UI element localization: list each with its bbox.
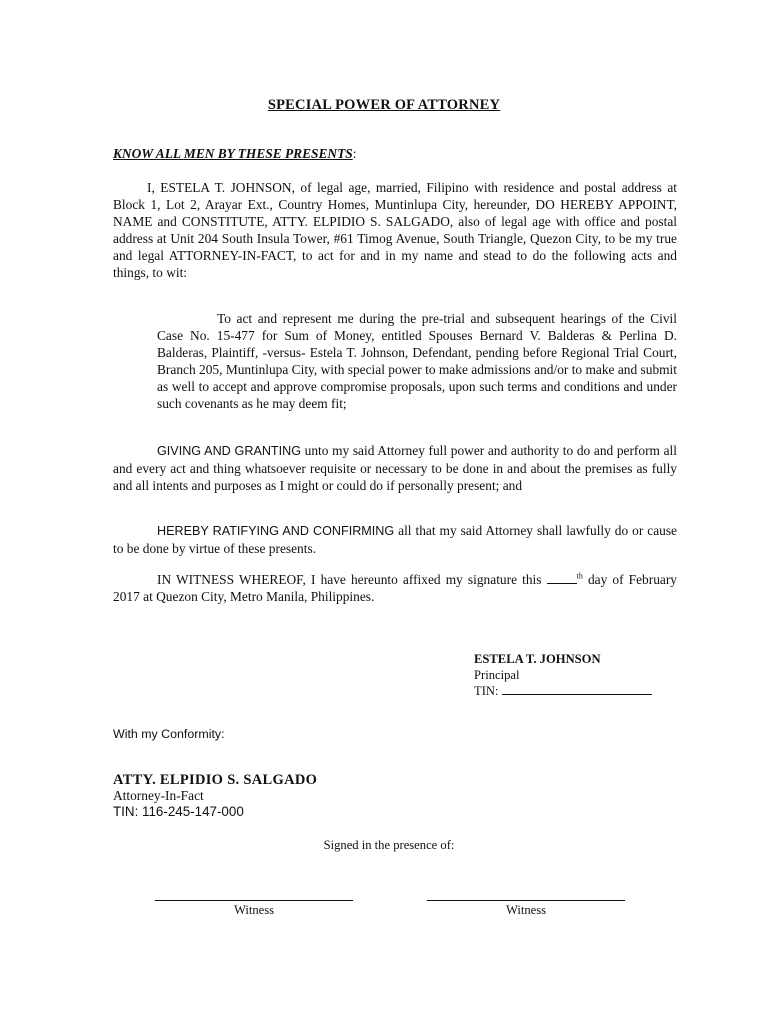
principal-tin-blank (502, 683, 652, 695)
know-all-text: KNOW ALL MEN BY THESE PRESENTS (113, 146, 353, 161)
principal-tin (474, 683, 652, 699)
giving-granting-lead: GIVING AND GRANTING (157, 444, 302, 458)
ratifying-rest: all that my said Attorney shall lawfully do or cause to be done by virtue of these presents. (113, 523, 677, 556)
witness-label-1: Witness (233, 903, 275, 917)
giving-granting-rest: unto my said Attorney full power and authority to do and perform all and every act and thing whatsoever requisite or necessary to be done in and about the premises as fully and all intents and purposes as I might or could do if personally present; and (113, 443, 677, 493)
attorney-role: Attorney-In-Fact (113, 788, 204, 803)
paragraph-ratifying (113, 522, 677, 557)
witness-label-2: Witness (505, 903, 547, 917)
paragraph-witness-whereof (113, 571, 677, 605)
witness-signature-1 (155, 900, 353, 918)
document-title: SPECIAL POWER OF ATTORNEY (267, 97, 501, 113)
principal-signature-block (474, 651, 652, 699)
know-all-men-heading (113, 146, 356, 162)
witness-line-2 (427, 900, 625, 901)
date-suffix: th (576, 571, 583, 581)
witness-whereof-text-b: day of February 2017 at Quezon City, Metro Manila, Philippines. (113, 572, 677, 604)
attorney-tin: TIN: 116-245-147-000 (113, 804, 244, 819)
date-blank (547, 572, 577, 584)
know-all-colon: : (352, 146, 357, 161)
conformity-label: With my Conformity: (113, 727, 225, 741)
witness-line-1 (155, 900, 353, 901)
signed-in-presence-label: Signed in the presence of: (323, 838, 455, 852)
paragraph-appointment: I, ESTELA T. JOHNSON, of legal age, married, Filipino with residence and postal address at Block 1, Lot 2, Arayar Ext., Country Homes, Muntinlupa City, hereunder, DO HEREBY APPOINT, NAME and CONSTITUTE, ATTY. ELPIDIO S. SALGADO, also of legal age with office and postal address at Unit 204 South Insula Tower, #61 Timog Avenue, South Triangle, Quezon City, to be my true and legal ATTORNEY-IN-FACT, to act for and in my name and stead to do the following acts and things, to wit: (113, 180, 677, 280)
paragraph-powers: To act and represent me during the pre-trial and subsequent hearings of the Civil Case No. 15-477 for Sum of Money, entitled Spouses Bernard V. Balderas & Perlina D. Balderas, Plaintiff, -versus- Estela T. Johnson, Defendant, pending before Regional Trial Court, Branch 205, Muntinlupa City, with special power to make admissions and/or to make and submit as well to accept and approve compromise proposals, upon such terms and conditions and under such covenants as he may deem fit; (157, 311, 677, 411)
principal-name: ESTELA T. JOHNSON (474, 652, 601, 666)
ratifying-lead: HEREBY RATIFYING AND CONFIRMING (157, 524, 395, 538)
attorney-signature-block (113, 772, 317, 820)
principal-role: Principal (474, 668, 520, 682)
attorney-name: ATTY. ELPIDIO S. SALGADO (113, 772, 318, 788)
witness-whereof-text-a: IN WITNESS WHEREOF, I have hereunto affixed my signature this (157, 572, 547, 587)
principal-tin-label: TIN: (474, 684, 499, 698)
witness-signature-2 (427, 900, 625, 918)
paragraph-giving-granting (113, 442, 677, 494)
